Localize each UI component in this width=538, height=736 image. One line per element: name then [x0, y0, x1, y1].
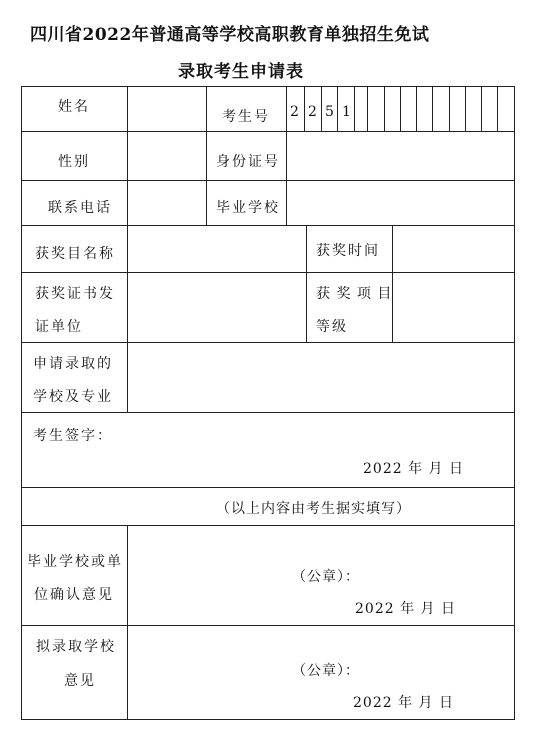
grad-school-label: 毕业学校 — [216, 200, 280, 216]
school-opinion-label-line1: 拟录取学校 — [36, 639, 116, 655]
exam-no-label: 考生号 — [222, 109, 270, 125]
exam-no-digit: 1 — [342, 104, 351, 120]
phone-field[interactable] — [128, 181, 205, 224]
exam-no-digit: 2 — [308, 104, 317, 120]
award-issuer-field[interactable] — [128, 273, 305, 341]
school-opinion-date: 2022 年 月 日 — [353, 695, 454, 711]
school-seal-label: （公章）： — [292, 663, 360, 679]
apply-label-line1: 申请录取的 — [33, 356, 113, 372]
award-level-label-line2: 等级 — [316, 319, 348, 335]
exam-no-digit: 5 — [325, 104, 334, 120]
confirm-seal-label: （公章）： — [292, 569, 360, 585]
apply-label-line2: 学校及专业 — [33, 389, 113, 405]
award-name-field[interactable] — [128, 226, 305, 271]
grad-school-field[interactable] — [287, 181, 513, 224]
school-opinion-label-line2: 意见 — [64, 673, 96, 689]
confirm-label-line1: 毕业学校或单 — [27, 554, 123, 570]
form-title-line1: 四川省2022年普通高等学校高职教育单独招生免试 — [30, 25, 430, 45]
award-level-label-line1: 获 奖 项 目 — [316, 286, 393, 302]
exam-no-digit: 2 — [290, 104, 299, 120]
id-number-label: 身份证号 — [216, 154, 280, 170]
id-number-field[interactable] — [287, 132, 513, 179]
apply-school-major-field[interactable] — [128, 343, 513, 411]
award-level-field[interactable] — [393, 273, 513, 341]
confirm-date: 2022 年 月 日 — [355, 601, 456, 617]
signature-date: 2022 年 月 日 — [363, 461, 464, 477]
form-note: （以上内容由考生据实填写） — [216, 501, 411, 517]
signature-label: 考生签字： — [33, 428, 113, 444]
name-label: 姓名 — [58, 99, 90, 115]
award-issuer-label-line1: 获奖证书发 — [35, 286, 115, 302]
gender-field[interactable] — [128, 132, 205, 179]
name-field[interactable] — [128, 87, 205, 130]
gender-label: 性别 — [58, 154, 90, 170]
phone-label: 联系电话 — [48, 200, 112, 216]
confirm-label-line2: 位确认意见 — [34, 587, 114, 603]
award-time-field[interactable] — [393, 226, 513, 271]
award-issuer-label-line2: 证单位 — [35, 319, 83, 335]
form-title-line2: 录取考生申请表 — [178, 62, 304, 82]
award-time-label: 获奖时间 — [316, 243, 380, 259]
award-name-label: 获奖目名称 — [35, 246, 115, 262]
